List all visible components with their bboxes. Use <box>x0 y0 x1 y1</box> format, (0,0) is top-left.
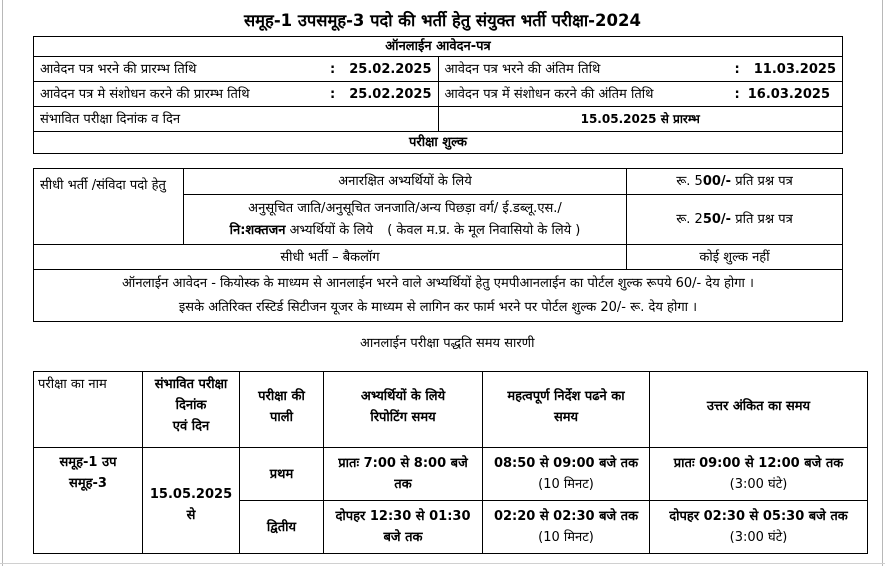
answer-time-second: दोपहर 02:30 से 05:30 बजे तक (3:00 घंटे) <box>650 501 868 554</box>
backlog-label: सीधी भर्ती – बैकलॉग <box>34 245 627 270</box>
online-form-heading: ऑनलाईन आवेदन-पत्र <box>34 37 843 57</box>
fee-table <box>33 168 843 322</box>
schedule-caption: आनलाईन परीक्षा पद्धति समय सारणी <box>360 336 535 351</box>
exam-date: 15.05.2025 से <box>143 448 240 554</box>
shift-second: द्वितीय <box>240 501 324 554</box>
answer-time-first: प्रातः 09:00 से 12:00 बजे तक (3:00 घंटे) <box>650 448 868 501</box>
col-exam-date: संभावित परीक्षा दिनांक एवं दिन <box>143 372 240 448</box>
portal-fee-note <box>34 270 843 322</box>
end-date-label: आवेदन पत्र भरने की अंतिम तिथि <box>438 57 729 82</box>
fee-reserved-category: अनुसूचित जाति/अनुसूचित जनजाति/अन्य पिछड़ा वर्ग/ ई.डब्लू.एस./ नि:शक्तजन अभ्यर्थियों के लिये ( केवल म.प्र. के मूल निवासियो के लिये ) <box>184 195 627 245</box>
application-table <box>33 36 843 154</box>
edit-end-label: आवेदन पत्र में संशोधन करने की अंतिम तिथि <box>438 82 729 107</box>
col-reporting: अभ्यर्थियों के लिये रिपोटिंग समय <box>324 372 483 448</box>
fee-general-category: अनारक्षित अभ्यर्थियों के लिये <box>184 169 627 195</box>
fee-general-amount: रू. 500/- प्रति प्रश्न पत्र <box>627 169 843 195</box>
col-answer-time: उत्तर अंकित का समय <box>650 372 868 448</box>
exam-group: समूह-1 उप समूह-3 <box>34 448 143 554</box>
report-time-first: प्रातः 7:00 से 8:00 बजे तक <box>324 448 483 501</box>
start-date-value: : 25.02.2025 <box>324 57 438 82</box>
report-time-second: दोपहर 12:30 से 01:30 बजे तक <box>324 501 483 554</box>
fee-heading: परीक्षा शुल्क <box>34 132 843 154</box>
backlog-fee: कोई शुल्क नहीं <box>627 245 843 270</box>
end-date-value: : 11.03.2025 <box>729 57 843 82</box>
edit-start-value: : 25.02.2025 <box>324 82 438 107</box>
exam-date-label: संभावित परीक्षा दिनांक व दिन <box>34 107 439 132</box>
page-title: समूह-1 उपसमूह-3 पदो की भर्ती हेतु संयुक्त भर्ती परीक्षा-2024 <box>244 11 641 30</box>
schedule-table <box>33 371 868 554</box>
edit-end-value: : 16.03.2025 <box>729 82 843 107</box>
fee-reserved-amount: रू. 250/- प्रति प्रश्न पत्र <box>627 195 843 245</box>
instr-time-first: 08:50 से 09:00 बजे तक (10 मिनट) <box>483 448 650 501</box>
col-shift: परीक्षा की पाली <box>240 372 324 448</box>
col-instructions: महत्वपूर्ण निर्देश पढने का समय <box>483 372 650 448</box>
fee-side-label: सीधी भर्ती /संविदा पदो हेतु <box>34 169 184 245</box>
start-date-label: आवेदन पत्र भरने की प्रारम्भ तिथि <box>34 57 325 82</box>
col-exam-name: परीक्षा का नाम <box>34 372 143 448</box>
edit-start-label: आवेदन पत्र मे संशोधन करने की प्रारम्भ तिथि <box>34 82 325 107</box>
exam-date-value: 15.05.2025 से प्रारम्भ <box>438 107 843 132</box>
shift-first: प्रथम <box>240 448 324 501</box>
page-bottom-rule <box>0 563 885 564</box>
instr-time-second: 02:20 से 02:30 बजे तक (10 मिनट) <box>483 501 650 554</box>
portal-note-1: ऑनलाईन आवेदन - कियोस्क के माध्यम से आनलाईन भरने वाले अभ्यर्थियों हेतु एमपीआनलाईन का पोर्टल शुल्क रूपये 60/- देय होगा । <box>122 275 754 291</box>
portal-note-2: इसके अतिरिक्त रस्टिर्ड सिटीजन यूजर के माध्यम से लागिन कर फार्म भरने पर पोर्टल शुल्क 20/- रू. देय होगा । <box>178 299 698 315</box>
